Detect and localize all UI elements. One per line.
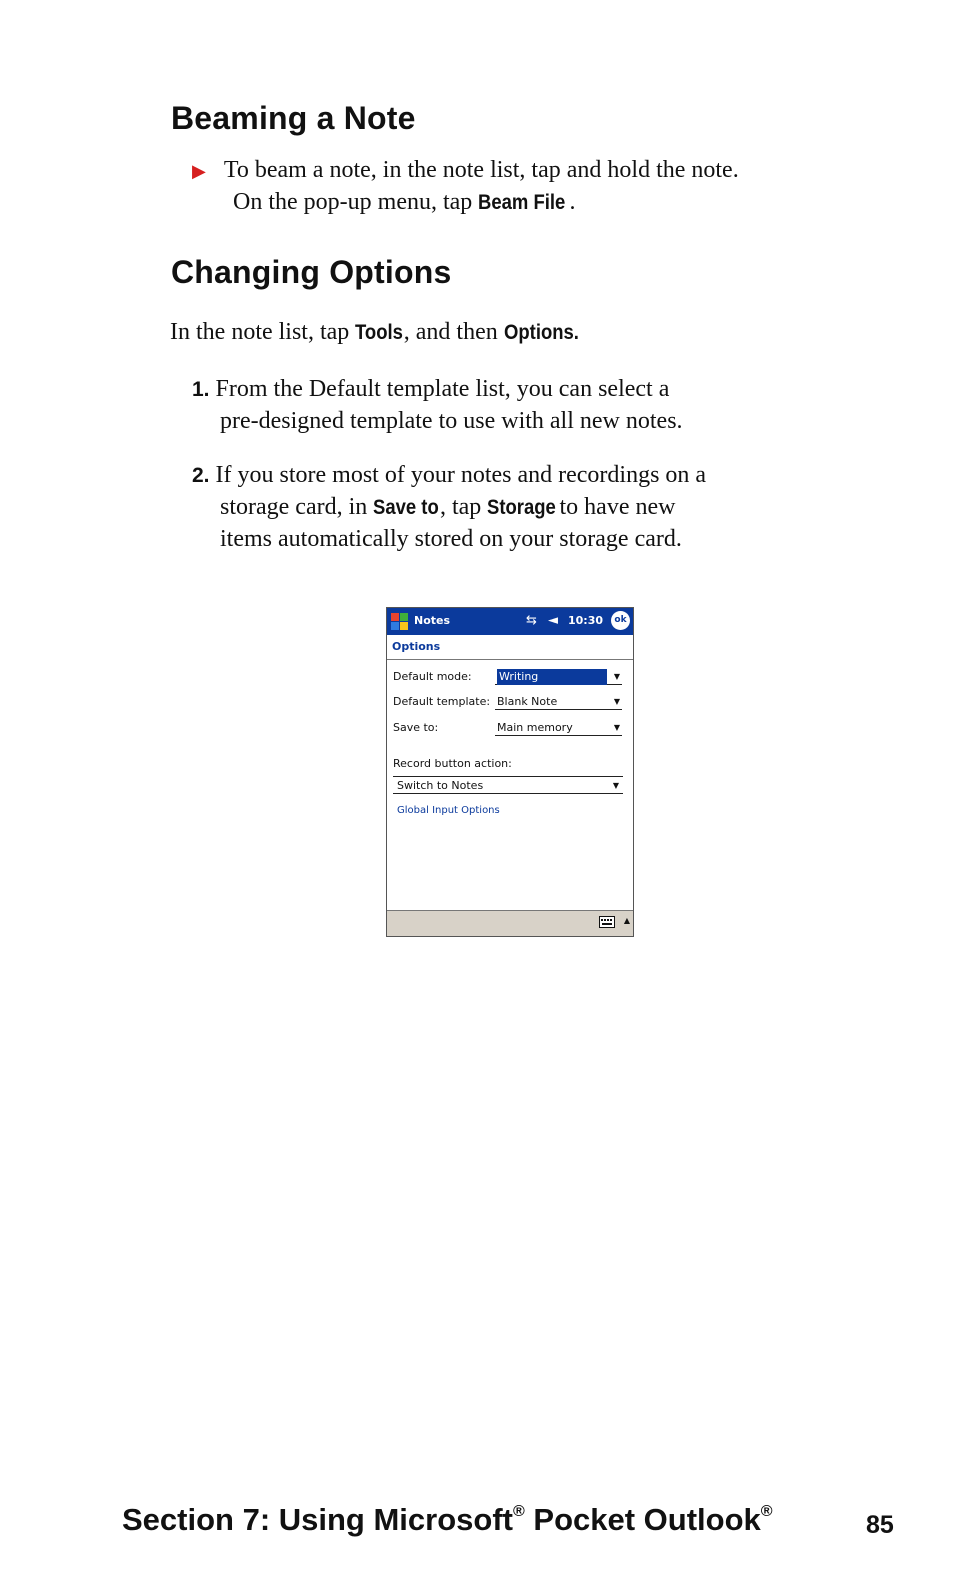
step2-line2: [220, 491, 675, 524]
input-selector-arrow-icon[interactable]: ▲: [623, 916, 630, 925]
save-to-value: Main memory: [497, 721, 573, 734]
default-mode-label: Default mode:: [393, 670, 472, 683]
step2-number: 2.: [192, 464, 210, 487]
default-template-value: Blank Note: [497, 695, 558, 708]
red-triangle-bullet-icon: ▶: [192, 161, 206, 181]
intro-pre: In the note list, tap: [170, 319, 350, 345]
device-app-title: Notes: [414, 614, 451, 627]
default-mode-value: Writing: [497, 669, 607, 685]
options-ui-term: Options.: [503, 321, 579, 344]
step1-number: 1.: [192, 378, 210, 401]
save-to-dropdown[interactable]: [495, 720, 622, 736]
section-footer: [122, 1502, 773, 1538]
device-clock[interactable]: 10:30: [568, 614, 604, 627]
step2-line2-mid: , tap: [439, 494, 482, 520]
step1-line1: [192, 373, 669, 406]
step2-line2-post: to have new: [559, 494, 676, 520]
chevron-down-icon: ▼: [612, 781, 619, 790]
notes-options-screenshot: [386, 607, 634, 937]
registered-mark: ®: [512, 1503, 525, 1520]
beam-bullet-line1: [192, 154, 739, 187]
title-divider: [387, 659, 633, 660]
beam-bullet-text: To beam a note, in the note list, tap and hold the note.: [223, 157, 739, 183]
step2-text-1: If you store most of your notes and recordings on a: [215, 462, 707, 488]
record-button-value: Switch to Notes: [397, 779, 484, 792]
footer-text-1: Section 7: Using Microsoft: [122, 1502, 513, 1537]
step1-text-1: From the Default template list, you can select a: [215, 376, 670, 402]
step2-line1: [192, 459, 706, 492]
default-mode-dropdown[interactable]: [495, 669, 622, 685]
beam-file-ui-term: Beam File: [478, 191, 566, 214]
registered-mark: ®: [760, 1503, 773, 1520]
ok-button[interactable]: ok: [611, 611, 630, 630]
save-to-label: Save to:: [393, 721, 439, 734]
options-tab-title: Options: [392, 640, 441, 653]
beam-bullet-post: .: [569, 189, 576, 215]
device-menu-bar: [387, 910, 633, 937]
footer-text-2: Pocket Outlook: [524, 1502, 761, 1537]
chevron-down-icon: ▼: [613, 723, 620, 732]
page-number: 85: [866, 1511, 894, 1539]
beam-bullet-line2: [233, 186, 576, 219]
device-title-bar: [387, 608, 633, 635]
step2-line2-pre: storage card, in: [220, 494, 368, 520]
default-template-dropdown[interactable]: [495, 694, 622, 710]
chevron-down-icon: ▼: [613, 672, 620, 681]
step1-line2: pre-designed template to use with all new notes.: [220, 408, 683, 434]
speaker-icon[interactable]: ◄​: [548, 613, 558, 628]
tools-ui-term: Tools: [355, 321, 404, 344]
record-button-dropdown[interactable]: [393, 776, 623, 794]
storage-ui-term: Storage: [487, 496, 557, 519]
heading-beaming-a-note: Beaming a Note: [171, 100, 416, 136]
chevron-down-icon: ▼: [613, 697, 620, 706]
keyboard-icon[interactable]: [599, 916, 615, 928]
beam-bullet-line2-pre: On the pop-up menu, tap: [233, 189, 473, 215]
record-button-label: Record button action:: [393, 757, 512, 770]
windows-start-icon[interactable]: [390, 612, 409, 631]
options-intro: [170, 316, 589, 349]
connectivity-icon[interactable]: ⇆: [526, 613, 537, 628]
default-template-label: Default template:: [393, 695, 491, 708]
heading-changing-options: Changing Options: [171, 254, 452, 290]
intro-mid: , and then: [403, 319, 498, 345]
global-input-options-link[interactable]: Global Input Options: [397, 805, 500, 816]
save-to-ui-term: Save to: [373, 496, 440, 519]
step2-line3: items automatically stored on your storage card.: [220, 526, 682, 552]
